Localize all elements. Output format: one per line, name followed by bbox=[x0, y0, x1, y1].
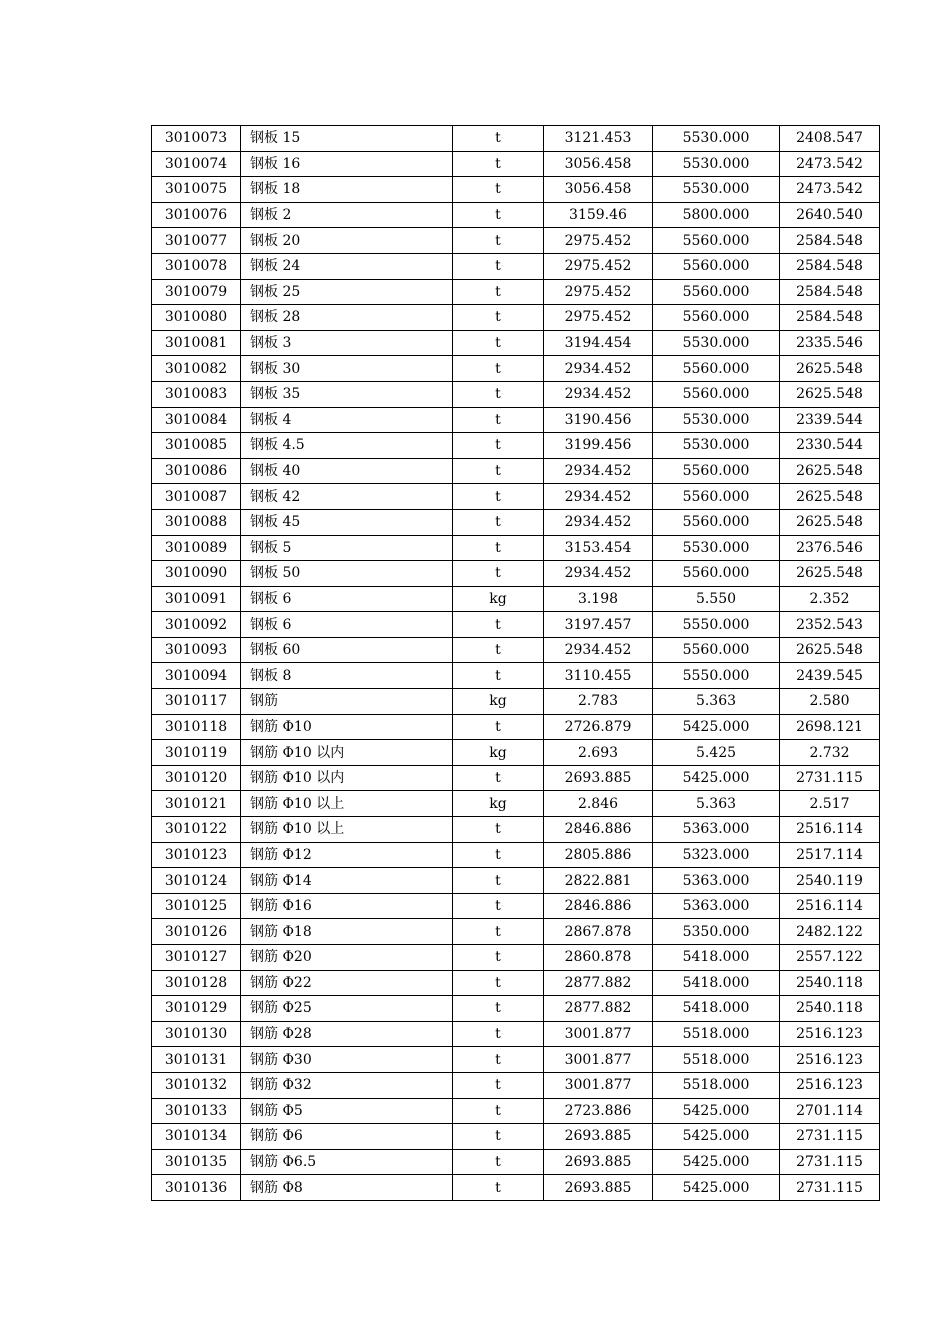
base-price-cell: 3056.458 bbox=[544, 151, 653, 177]
material-code-cell: 3010081 bbox=[152, 330, 241, 356]
material-code-cell: 3010133 bbox=[152, 1098, 241, 1124]
market-price-cell: 5363.000 bbox=[653, 868, 780, 894]
unit-cell: t bbox=[453, 177, 544, 203]
base-price-cell: 2975.452 bbox=[544, 228, 653, 254]
unit-cell: t bbox=[453, 151, 544, 177]
material-code-cell: 3010134 bbox=[152, 1124, 241, 1150]
table-row bbox=[152, 458, 880, 484]
price-difference-cell: 2698.121 bbox=[780, 714, 880, 740]
unit-cell: t bbox=[453, 842, 544, 868]
material-name-cell: 钢板 16 bbox=[241, 151, 453, 177]
price-difference-cell: 2557.122 bbox=[780, 945, 880, 971]
material-code-cell: 3010079 bbox=[152, 279, 241, 305]
material-code-cell: 3010093 bbox=[152, 637, 241, 663]
price-difference-cell: 2439.545 bbox=[780, 663, 880, 689]
price-difference-cell: 2516.123 bbox=[780, 1072, 880, 1098]
market-price-cell: 5530.000 bbox=[653, 151, 780, 177]
material-name-cell: 钢板 60 bbox=[241, 637, 453, 663]
base-price-cell: 2846.886 bbox=[544, 817, 653, 843]
material-code-cell: 3010083 bbox=[152, 381, 241, 407]
table-row bbox=[152, 612, 880, 638]
base-price-cell: 2934.452 bbox=[544, 509, 653, 535]
table-row bbox=[152, 791, 880, 817]
unit-cell: t bbox=[453, 279, 544, 305]
material-name-cell: 钢板 45 bbox=[241, 509, 453, 535]
material-code-cell: 3010089 bbox=[152, 535, 241, 561]
price-difference-cell: 2731.115 bbox=[780, 1175, 880, 1201]
material-name-cell: 钢筋 Φ8 bbox=[241, 1175, 453, 1201]
material-name-cell: 钢筋 Φ30 bbox=[241, 1047, 453, 1073]
unit-cell: t bbox=[453, 663, 544, 689]
material-name-cell: 钢板 42 bbox=[241, 484, 453, 510]
material-code-cell: 3010127 bbox=[152, 945, 241, 971]
price-difference-cell: 2352.543 bbox=[780, 612, 880, 638]
table-row bbox=[152, 637, 880, 663]
unit-cell: t bbox=[453, 893, 544, 919]
market-price-cell: 5418.000 bbox=[653, 970, 780, 996]
table-row bbox=[152, 1021, 880, 1047]
market-price-cell: 5363.000 bbox=[653, 817, 780, 843]
table-row bbox=[152, 1175, 880, 1201]
material-code-cell: 3010091 bbox=[152, 586, 241, 612]
base-price-cell: 2934.452 bbox=[544, 381, 653, 407]
base-price-cell: 2693.885 bbox=[544, 1175, 653, 1201]
market-price-cell: 5530.000 bbox=[653, 407, 780, 433]
market-price-cell: 5530.000 bbox=[653, 535, 780, 561]
material-code-cell: 3010123 bbox=[152, 842, 241, 868]
price-difference-cell: 2584.548 bbox=[780, 305, 880, 331]
market-price-cell: 5560.000 bbox=[653, 305, 780, 331]
base-price-cell: 3153.454 bbox=[544, 535, 653, 561]
base-price-cell: 2805.886 bbox=[544, 842, 653, 868]
material-name-cell: 钢筋 bbox=[241, 689, 453, 715]
material-code-cell: 3010090 bbox=[152, 561, 241, 587]
table-row bbox=[152, 714, 880, 740]
material-name-cell: 钢板 20 bbox=[241, 228, 453, 254]
unit-cell: t bbox=[453, 253, 544, 279]
material-name-cell: 钢板 30 bbox=[241, 356, 453, 382]
market-price-cell: 5560.000 bbox=[653, 356, 780, 382]
table-row bbox=[152, 509, 880, 535]
table-row bbox=[152, 689, 880, 715]
base-price-cell: 3001.877 bbox=[544, 1072, 653, 1098]
base-price-cell: 2.846 bbox=[544, 791, 653, 817]
unit-cell: t bbox=[453, 509, 544, 535]
market-price-cell: 5418.000 bbox=[653, 996, 780, 1022]
material-name-cell: 钢板 15 bbox=[241, 126, 453, 152]
price-difference-cell: 2517.114 bbox=[780, 842, 880, 868]
material-name-cell: 钢板 35 bbox=[241, 381, 453, 407]
unit-cell: t bbox=[453, 996, 544, 1022]
material-name-cell: 钢筋 Φ6.5 bbox=[241, 1149, 453, 1175]
unit-cell: t bbox=[453, 330, 544, 356]
material-code-cell: 3010128 bbox=[152, 970, 241, 996]
table-row bbox=[152, 842, 880, 868]
market-price-cell: 5560.000 bbox=[653, 228, 780, 254]
unit-cell: t bbox=[453, 1175, 544, 1201]
market-price-cell: 5.550 bbox=[653, 586, 780, 612]
material-name-cell: 钢筋 Φ18 bbox=[241, 919, 453, 945]
base-price-cell: 2860.878 bbox=[544, 945, 653, 971]
market-price-cell: 5560.000 bbox=[653, 561, 780, 587]
unit-cell: t bbox=[453, 356, 544, 382]
market-price-cell: 5530.000 bbox=[653, 177, 780, 203]
market-price-cell: 5560.000 bbox=[653, 484, 780, 510]
material-name-cell: 钢筋 Φ16 bbox=[241, 893, 453, 919]
material-name-cell: 钢板 28 bbox=[241, 305, 453, 331]
price-difference-cell: 2.580 bbox=[780, 689, 880, 715]
unit-cell: kg bbox=[453, 740, 544, 766]
material-code-cell: 3010075 bbox=[152, 177, 241, 203]
price-difference-cell: 2482.122 bbox=[780, 919, 880, 945]
material-name-cell: 钢筋 Φ10 以上 bbox=[241, 817, 453, 843]
table-row bbox=[152, 740, 880, 766]
material-name-cell: 钢筋 Φ6 bbox=[241, 1124, 453, 1150]
base-price-cell: 3001.877 bbox=[544, 1021, 653, 1047]
material-name-cell: 钢板 6 bbox=[241, 586, 453, 612]
market-price-cell: 5425.000 bbox=[653, 765, 780, 791]
material-code-cell: 3010129 bbox=[152, 996, 241, 1022]
material-code-cell: 3010094 bbox=[152, 663, 241, 689]
material-name-cell: 钢板 6 bbox=[241, 612, 453, 638]
price-difference-cell: 2516.114 bbox=[780, 817, 880, 843]
material-code-cell: 3010085 bbox=[152, 433, 241, 459]
price-difference-cell: 2701.114 bbox=[780, 1098, 880, 1124]
material-name-cell: 钢筋 Φ14 bbox=[241, 868, 453, 894]
base-price-cell: 2693.885 bbox=[544, 1149, 653, 1175]
table-row bbox=[152, 945, 880, 971]
base-price-cell: 2693.885 bbox=[544, 1124, 653, 1150]
material-code-cell: 3010120 bbox=[152, 765, 241, 791]
base-price-cell: 2877.882 bbox=[544, 996, 653, 1022]
material-price-table bbox=[151, 125, 880, 1201]
table-row bbox=[152, 356, 880, 382]
market-price-cell: 5530.000 bbox=[653, 126, 780, 152]
price-difference-cell: 2.517 bbox=[780, 791, 880, 817]
unit-cell: t bbox=[453, 612, 544, 638]
unit-cell: t bbox=[453, 433, 544, 459]
base-price-cell: 3110.455 bbox=[544, 663, 653, 689]
table-row bbox=[152, 817, 880, 843]
table-row bbox=[152, 586, 880, 612]
table-row bbox=[152, 868, 880, 894]
base-price-cell: 3194.454 bbox=[544, 330, 653, 356]
base-price-cell: 2867.878 bbox=[544, 919, 653, 945]
unit-cell: t bbox=[453, 817, 544, 843]
unit-cell: t bbox=[453, 1047, 544, 1073]
price-difference-cell: 2540.118 bbox=[780, 970, 880, 996]
material-code-cell: 3010130 bbox=[152, 1021, 241, 1047]
material-code-cell: 3010082 bbox=[152, 356, 241, 382]
material-code-cell: 3010136 bbox=[152, 1175, 241, 1201]
material-code-cell: 3010077 bbox=[152, 228, 241, 254]
market-price-cell: 5560.000 bbox=[653, 637, 780, 663]
unit-cell: t bbox=[453, 945, 544, 971]
market-price-cell: 5.363 bbox=[653, 791, 780, 817]
base-price-cell: 2693.885 bbox=[544, 765, 653, 791]
material-code-cell: 3010086 bbox=[152, 458, 241, 484]
market-price-cell: 5323.000 bbox=[653, 842, 780, 868]
material-code-cell: 3010092 bbox=[152, 612, 241, 638]
material-code-cell: 3010135 bbox=[152, 1149, 241, 1175]
unit-cell: t bbox=[453, 1098, 544, 1124]
market-price-cell: 5560.000 bbox=[653, 279, 780, 305]
base-price-cell: 3056.458 bbox=[544, 177, 653, 203]
base-price-cell: 2975.452 bbox=[544, 279, 653, 305]
price-difference-cell: 2625.548 bbox=[780, 484, 880, 510]
unit-cell: t bbox=[453, 637, 544, 663]
material-name-cell: 钢板 25 bbox=[241, 279, 453, 305]
material-name-cell: 钢板 40 bbox=[241, 458, 453, 484]
base-price-cell: 3199.456 bbox=[544, 433, 653, 459]
table-row bbox=[152, 535, 880, 561]
material-code-cell: 3010080 bbox=[152, 305, 241, 331]
market-price-cell: 5518.000 bbox=[653, 1021, 780, 1047]
table-row bbox=[152, 177, 880, 203]
unit-cell: t bbox=[453, 561, 544, 587]
material-name-cell: 钢板 8 bbox=[241, 663, 453, 689]
table-row bbox=[152, 484, 880, 510]
material-name-cell: 钢筋 Φ10 以内 bbox=[241, 740, 453, 766]
price-difference-cell: 2731.115 bbox=[780, 1124, 880, 1150]
material-name-cell: 钢筋 Φ10 bbox=[241, 714, 453, 740]
base-price-cell: 2975.452 bbox=[544, 253, 653, 279]
price-difference-cell: 2540.118 bbox=[780, 996, 880, 1022]
table-row bbox=[152, 1072, 880, 1098]
material-name-cell: 钢筋 Φ32 bbox=[241, 1072, 453, 1098]
table-row bbox=[152, 1047, 880, 1073]
market-price-cell: 5560.000 bbox=[653, 381, 780, 407]
table-row bbox=[152, 561, 880, 587]
table-row bbox=[152, 330, 880, 356]
material-code-cell: 3010121 bbox=[152, 791, 241, 817]
price-difference-cell: 2731.115 bbox=[780, 765, 880, 791]
market-price-cell: 5550.000 bbox=[653, 663, 780, 689]
market-price-cell: 5518.000 bbox=[653, 1047, 780, 1073]
market-price-cell: 5.425 bbox=[653, 740, 780, 766]
market-price-cell: 5425.000 bbox=[653, 1149, 780, 1175]
price-difference-cell: 2.732 bbox=[780, 740, 880, 766]
market-price-cell: 5530.000 bbox=[653, 433, 780, 459]
table-row bbox=[152, 433, 880, 459]
unit-cell: t bbox=[453, 484, 544, 510]
table-row bbox=[152, 970, 880, 996]
table-row bbox=[152, 253, 880, 279]
unit-cell: t bbox=[453, 765, 544, 791]
table-row bbox=[152, 663, 880, 689]
base-price-cell: 2.693 bbox=[544, 740, 653, 766]
base-price-cell: 2726.879 bbox=[544, 714, 653, 740]
market-price-cell: 5550.000 bbox=[653, 612, 780, 638]
base-price-cell: 2934.452 bbox=[544, 356, 653, 382]
price-difference-cell: 2376.546 bbox=[780, 535, 880, 561]
material-name-cell: 钢板 24 bbox=[241, 253, 453, 279]
material-code-cell: 3010088 bbox=[152, 509, 241, 535]
material-code-cell: 3010073 bbox=[152, 126, 241, 152]
base-price-cell: 3.198 bbox=[544, 586, 653, 612]
table-row bbox=[152, 1149, 880, 1175]
market-price-cell: 5800.000 bbox=[653, 202, 780, 228]
unit-cell: kg bbox=[453, 791, 544, 817]
price-difference-cell: 2408.547 bbox=[780, 126, 880, 152]
market-price-cell: 5425.000 bbox=[653, 1098, 780, 1124]
market-price-cell: 5418.000 bbox=[653, 945, 780, 971]
price-difference-cell: 2640.540 bbox=[780, 202, 880, 228]
unit-cell: t bbox=[453, 1124, 544, 1150]
material-code-cell: 3010119 bbox=[152, 740, 241, 766]
market-price-cell: 5.363 bbox=[653, 689, 780, 715]
price-difference-cell: 2540.119 bbox=[780, 868, 880, 894]
market-price-cell: 5560.000 bbox=[653, 509, 780, 535]
unit-cell: kg bbox=[453, 689, 544, 715]
market-price-cell: 5560.000 bbox=[653, 458, 780, 484]
unit-cell: t bbox=[453, 126, 544, 152]
material-code-cell: 3010076 bbox=[152, 202, 241, 228]
base-price-cell: 3001.877 bbox=[544, 1047, 653, 1073]
material-code-cell: 3010078 bbox=[152, 253, 241, 279]
base-price-cell: 2975.452 bbox=[544, 305, 653, 331]
material-code-cell: 3010132 bbox=[152, 1072, 241, 1098]
table-row bbox=[152, 151, 880, 177]
material-code-cell: 3010074 bbox=[152, 151, 241, 177]
price-difference-cell: 2584.548 bbox=[780, 228, 880, 254]
unit-cell: t bbox=[453, 1072, 544, 1098]
unit-cell: t bbox=[453, 381, 544, 407]
table-body bbox=[152, 126, 880, 1201]
table-row bbox=[152, 126, 880, 152]
material-code-cell: 3010124 bbox=[152, 868, 241, 894]
unit-cell: t bbox=[453, 228, 544, 254]
unit-cell: t bbox=[453, 1021, 544, 1047]
base-price-cell: 2877.882 bbox=[544, 970, 653, 996]
table-row bbox=[152, 407, 880, 433]
price-difference-cell: 2516.123 bbox=[780, 1021, 880, 1047]
market-price-cell: 5530.000 bbox=[653, 330, 780, 356]
base-price-cell: 3190.456 bbox=[544, 407, 653, 433]
material-name-cell: 钢筋 Φ10 以上 bbox=[241, 791, 453, 817]
base-price-cell: 2934.452 bbox=[544, 458, 653, 484]
base-price-cell: 3159.46 bbox=[544, 202, 653, 228]
table-row bbox=[152, 228, 880, 254]
material-code-cell: 3010122 bbox=[152, 817, 241, 843]
table-row bbox=[152, 1098, 880, 1124]
market-price-cell: 5425.000 bbox=[653, 714, 780, 740]
unit-cell: t bbox=[453, 919, 544, 945]
material-name-cell: 钢筋 Φ5 bbox=[241, 1098, 453, 1124]
material-name-cell: 钢板 5 bbox=[241, 535, 453, 561]
material-name-cell: 钢板 4.5 bbox=[241, 433, 453, 459]
unit-cell: t bbox=[453, 407, 544, 433]
price-difference-cell: 2339.544 bbox=[780, 407, 880, 433]
base-price-cell: 2723.886 bbox=[544, 1098, 653, 1124]
unit-cell: t bbox=[453, 868, 544, 894]
base-price-cell: 2934.452 bbox=[544, 561, 653, 587]
table-row bbox=[152, 202, 880, 228]
table-row bbox=[152, 919, 880, 945]
price-difference-cell: 2731.115 bbox=[780, 1149, 880, 1175]
price-difference-cell: 2625.548 bbox=[780, 509, 880, 535]
price-difference-cell: 2473.542 bbox=[780, 151, 880, 177]
material-name-cell: 钢板 3 bbox=[241, 330, 453, 356]
material-name-cell: 钢筋 Φ28 bbox=[241, 1021, 453, 1047]
base-price-cell: 2.783 bbox=[544, 689, 653, 715]
material-code-cell: 3010126 bbox=[152, 919, 241, 945]
unit-cell: t bbox=[453, 714, 544, 740]
market-price-cell: 5425.000 bbox=[653, 1124, 780, 1150]
base-price-cell: 2934.452 bbox=[544, 484, 653, 510]
material-name-cell: 钢板 50 bbox=[241, 561, 453, 587]
table-row bbox=[152, 1124, 880, 1150]
market-price-cell: 5518.000 bbox=[653, 1072, 780, 1098]
market-price-cell: 5363.000 bbox=[653, 893, 780, 919]
material-code-cell: 3010125 bbox=[152, 893, 241, 919]
material-name-cell: 钢板 18 bbox=[241, 177, 453, 203]
material-name-cell: 钢板 2 bbox=[241, 202, 453, 228]
price-difference-cell: 2330.544 bbox=[780, 433, 880, 459]
material-code-cell: 3010087 bbox=[152, 484, 241, 510]
market-price-cell: 5560.000 bbox=[653, 253, 780, 279]
base-price-cell: 2822.881 bbox=[544, 868, 653, 894]
price-difference-cell: 2335.546 bbox=[780, 330, 880, 356]
material-name-cell: 钢筋 Φ20 bbox=[241, 945, 453, 971]
unit-cell: t bbox=[453, 202, 544, 228]
unit-cell: t bbox=[453, 305, 544, 331]
base-price-cell: 2934.452 bbox=[544, 637, 653, 663]
price-difference-cell: 2584.548 bbox=[780, 279, 880, 305]
table-row bbox=[152, 305, 880, 331]
unit-cell: t bbox=[453, 458, 544, 484]
price-difference-cell: 2.352 bbox=[780, 586, 880, 612]
market-price-cell: 5425.000 bbox=[653, 1175, 780, 1201]
table-row bbox=[152, 893, 880, 919]
base-price-cell: 3197.457 bbox=[544, 612, 653, 638]
table-row bbox=[152, 765, 880, 791]
material-code-cell: 3010118 bbox=[152, 714, 241, 740]
price-difference-cell: 2625.548 bbox=[780, 561, 880, 587]
table-row bbox=[152, 996, 880, 1022]
material-code-cell: 3010131 bbox=[152, 1047, 241, 1073]
price-difference-cell: 2625.548 bbox=[780, 458, 880, 484]
price-difference-cell: 2473.542 bbox=[780, 177, 880, 203]
unit-cell: t bbox=[453, 1149, 544, 1175]
base-price-cell: 2846.886 bbox=[544, 893, 653, 919]
price-difference-cell: 2516.114 bbox=[780, 893, 880, 919]
price-difference-cell: 2516.123 bbox=[780, 1047, 880, 1073]
table-row bbox=[152, 381, 880, 407]
unit-cell: kg bbox=[453, 586, 544, 612]
material-name-cell: 钢筋 Φ10 以内 bbox=[241, 765, 453, 791]
price-difference-cell: 2625.548 bbox=[780, 637, 880, 663]
base-price-cell: 3121.453 bbox=[544, 126, 653, 152]
material-name-cell: 钢筋 Φ12 bbox=[241, 842, 453, 868]
price-difference-cell: 2584.548 bbox=[780, 253, 880, 279]
market-price-cell: 5350.000 bbox=[653, 919, 780, 945]
table-row bbox=[152, 279, 880, 305]
unit-cell: t bbox=[453, 535, 544, 561]
material-name-cell: 钢筋 Φ25 bbox=[241, 996, 453, 1022]
material-code-cell: 3010084 bbox=[152, 407, 241, 433]
unit-cell: t bbox=[453, 970, 544, 996]
material-name-cell: 钢筋 Φ22 bbox=[241, 970, 453, 996]
material-code-cell: 3010117 bbox=[152, 689, 241, 715]
material-name-cell: 钢板 4 bbox=[241, 407, 453, 433]
price-difference-cell: 2625.548 bbox=[780, 381, 880, 407]
price-difference-cell: 2625.548 bbox=[780, 356, 880, 382]
